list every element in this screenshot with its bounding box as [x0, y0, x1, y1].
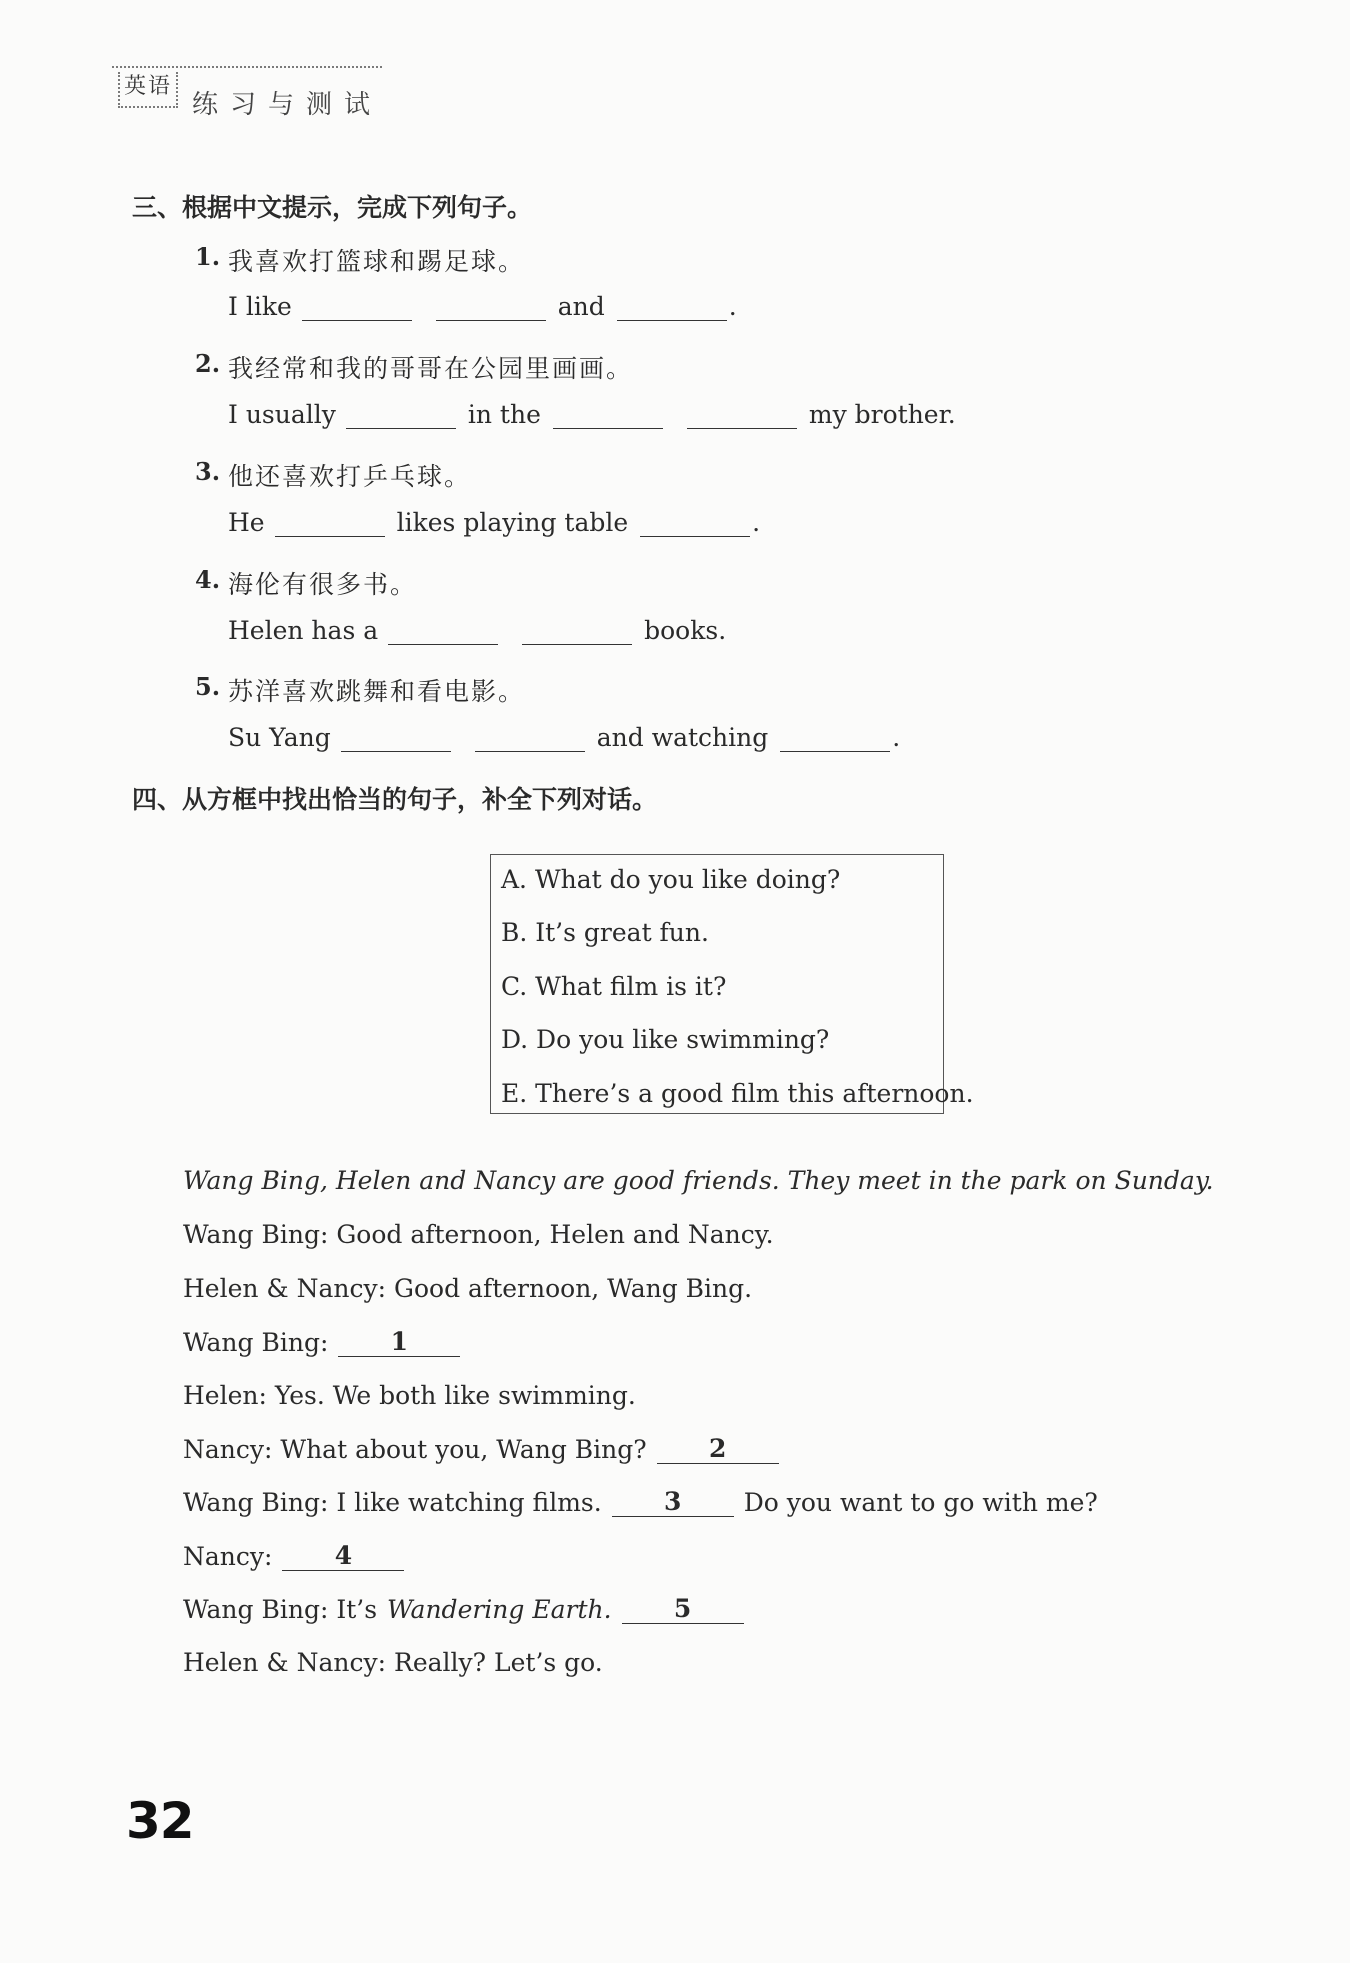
dialog-line — [183, 1327, 470, 1357]
dialog-line — [183, 1487, 1098, 1517]
dialog-intro: Wang Bing, Helen and Nancy are good friends. They meet in the park on Sunday. — [183, 1166, 1214, 1195]
section-3-title: 三、根据中文提示，完成下列句子。 — [132, 193, 533, 222]
answer-blank[interactable] — [346, 404, 456, 429]
film-title: Wandering Earth. — [387, 1595, 612, 1624]
question-chinese-prompt: 我经常和我的哥哥在公园里画画。 — [228, 354, 634, 383]
answer-blank[interactable] — [617, 296, 727, 321]
question-english-sentence — [228, 292, 737, 321]
question-chinese-prompt: 他还喜欢打乒乓球。 — [228, 462, 472, 491]
speaker: Nancy: — [183, 1542, 273, 1571]
question-number: 2. — [195, 349, 221, 378]
answer-blank[interactable] — [640, 512, 750, 537]
question-chinese-prompt: 我喜欢打篮球和踢足球。 — [228, 247, 526, 276]
answer-blank[interactable] — [275, 512, 385, 537]
answer-blank[interactable] — [475, 727, 585, 752]
answer-blank[interactable] — [302, 296, 412, 321]
speaker: Wang Bing: — [183, 1328, 329, 1357]
dialog-text: Do you want to go with me? — [743, 1488, 1098, 1517]
dialog-text: Nancy: What about you, Wang Bing? — [183, 1435, 647, 1464]
answer-blank-2[interactable]: 2 — [657, 1434, 779, 1464]
option-item: B. It’s great fun. — [501, 918, 709, 947]
answer-blank-5[interactable]: 5 — [622, 1594, 744, 1624]
option-item: C. What film is it? — [501, 972, 727, 1001]
question-english-sentence — [228, 508, 760, 537]
sentence-text: . — [892, 723, 901, 752]
answer-blank[interactable] — [436, 296, 546, 321]
dialog-line — [183, 1594, 754, 1624]
answer-blank-3[interactable]: 3 — [612, 1487, 734, 1517]
sentence-text: books. — [644, 616, 727, 645]
book-title: 练习与测试 — [192, 90, 383, 120]
dialog-text: Wang Bing: It’s — [183, 1595, 378, 1624]
sentence-text: . — [728, 292, 737, 321]
question-english-sentence — [228, 400, 956, 429]
dialog-line — [183, 1434, 789, 1464]
section-4-title: 四、从方框中找出恰当的句子，补全下列对话。 — [132, 785, 658, 814]
answer-blank[interactable] — [780, 727, 890, 752]
sentence-text: He — [228, 508, 265, 537]
answer-blank[interactable] — [687, 404, 797, 429]
question-number: 5. — [195, 672, 221, 701]
option-item: A. What do you like doing? — [501, 865, 841, 894]
sentence-text: and watching — [596, 723, 769, 752]
question-chinese-prompt: 海伦有很多书。 — [228, 570, 418, 599]
question-english-sentence — [228, 723, 900, 752]
question-chinese-prompt: 苏洋喜欢跳舞和看电影。 — [228, 677, 526, 706]
dialog-line: Helen & Nancy: Good afternoon, Wang Bing. — [183, 1274, 753, 1303]
subject-label: 英语 — [118, 72, 178, 108]
option-item: E. There’s a good film this afternoon. — [501, 1079, 974, 1108]
answer-blank[interactable] — [522, 620, 632, 645]
sentence-text: Helen has a — [228, 616, 379, 645]
sentence-text: I usually — [228, 400, 336, 429]
answer-blank-1[interactable]: 1 — [338, 1327, 460, 1357]
dialog-line — [183, 1541, 414, 1571]
answer-blank[interactable] — [553, 404, 663, 429]
answer-blank-4[interactable]: 4 — [282, 1541, 404, 1571]
sentence-text: . — [752, 508, 761, 537]
dialog-text: Wang Bing: I like watching films. — [183, 1488, 602, 1517]
question-english-sentence — [228, 616, 726, 645]
dialog-line: Helen & Nancy: Really? Let’s go. — [183, 1648, 603, 1677]
sentence-text: likes playing table — [396, 508, 629, 537]
dialog-line: Wang Bing: Good afternoon, Helen and Nancy. — [183, 1220, 774, 1249]
sentence-text: and — [557, 292, 605, 321]
sentence-text: my brother. — [808, 400, 956, 429]
options-box — [490, 854, 974, 1114]
answer-blank[interactable] — [341, 727, 451, 752]
sentence-text: I like — [228, 292, 292, 321]
sentence-text: Su Yang — [228, 723, 331, 752]
dialog-line: Helen: Yes. We both like swimming. — [183, 1381, 636, 1410]
sentence-text: in the — [467, 400, 541, 429]
header-dotted-rule — [112, 66, 382, 68]
question-number: 3. — [195, 457, 221, 486]
page-number: 32 — [126, 1792, 194, 1850]
question-number: 4. — [195, 565, 221, 594]
answer-blank[interactable] — [388, 620, 498, 645]
question-number: 1. — [195, 242, 221, 271]
option-item: D. Do you like swimming? — [501, 1025, 830, 1054]
